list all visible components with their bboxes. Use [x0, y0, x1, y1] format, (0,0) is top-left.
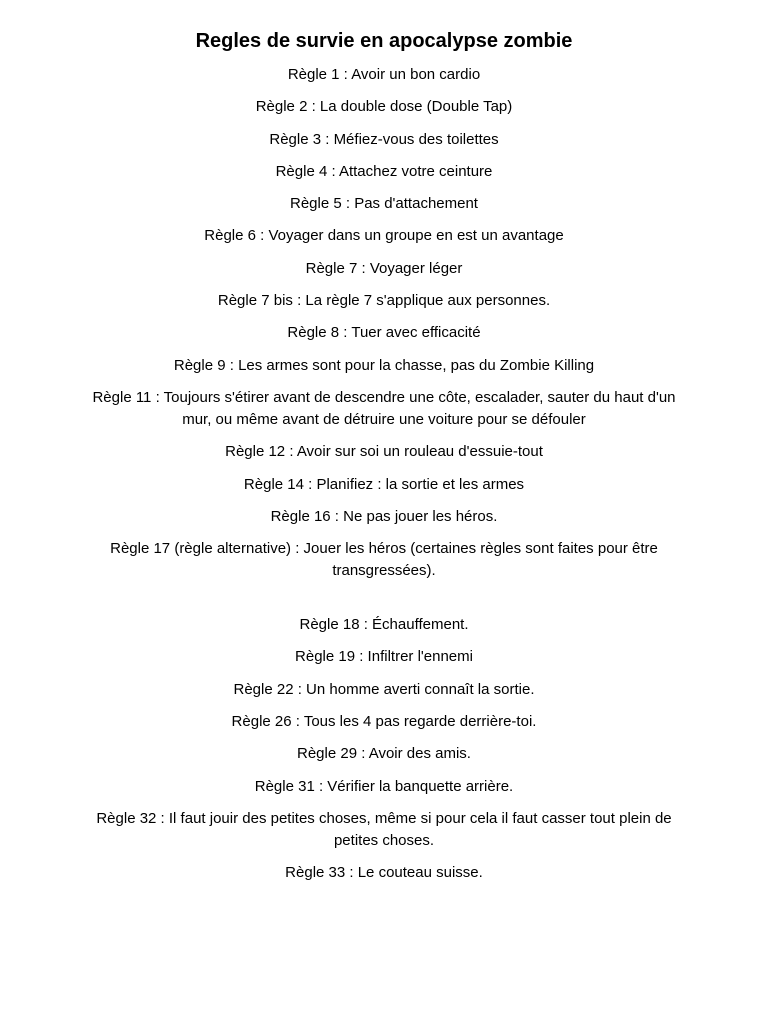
rule-item: Règle 29 : Avoir des amis. [297, 745, 471, 763]
document-title: Regles de survie en apocalypse zombie [195, 30, 573, 52]
rule-item: Règle 9 : Les armes sont pour la chasse, pas du Zombie Killing [173, 356, 595, 374]
rule-item: Règle 6 : Voyager dans un groupe en est un avantage [204, 227, 564, 245]
rule-item: Règle 33 : Le couteau suisse. [285, 864, 483, 882]
rule-item: Règle 5 : Pas d'attachement [290, 195, 478, 213]
rule-item: Règle 7 : Voyager léger [305, 259, 463, 277]
rule-item: Règle 1 : Avoir un bon cardio [287, 66, 481, 83]
rule-item: Règle 18 : Échauffement. [299, 616, 469, 634]
rule-item: Règle 2 : La double dose (Double Tap) [255, 98, 513, 116]
rule-item: Règle 8 : Tuer avec efficacité [287, 324, 481, 342]
rule-item: Règle 22 : Un homme averti connaît la sortie. [233, 680, 535, 698]
rule-item: Règle 19 : Infiltrer l'ennemi [295, 648, 473, 666]
rule-item: Règle 12 : Avoir sur soi un rouleau d'essuie-tout [225, 443, 543, 461]
rule-item: Règle 7 bis : La règle 7 s'applique aux personnes. [217, 292, 551, 310]
rule-item: Règle 4 : Attachez votre ceinture [275, 162, 493, 180]
rule-item: Règle 26 : Tous les 4 pas regarde derrière-toi. [231, 713, 537, 731]
rules-list [90, 64, 678, 895]
rule-item: Règle 3 : Méfiez-vous des toilettes [269, 130, 499, 148]
rule-item: Règle 17 (règle alternative) : Jouer les héros (certaines règles sont faites pour être transgressées). [110, 540, 658, 580]
rule-item: Règle 11 : Toujours s'étirer avant de descendre une côte, escalader, sauter du haut d'un mur, ou même avant de détruire une voiture pour se défouler [92, 388, 676, 428]
rule-item: Règle 16 : Ne pas jouer les héros. [270, 507, 498, 525]
rule-item: Règle 32 : Il faut jouir des petites choses, même si pour cela il faut casser tout plein de petites choses. [96, 809, 672, 849]
rule-item: Règle 31 : Vérifier la banquette arrière. [254, 777, 514, 795]
rule-item: Règle 14 : Planifiez : la sortie et les armes [243, 475, 525, 493]
